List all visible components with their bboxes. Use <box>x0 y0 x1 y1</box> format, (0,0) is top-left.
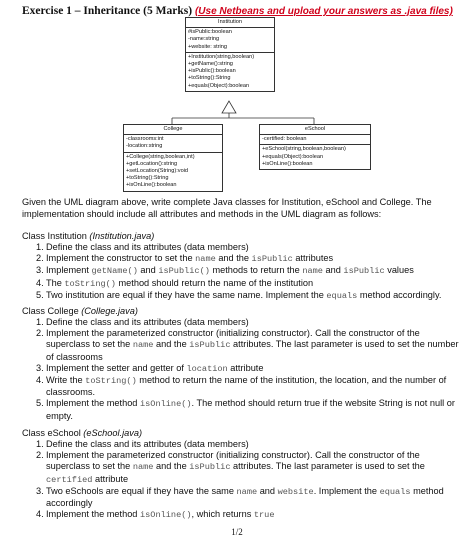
requirement-number: 3. <box>36 362 44 373</box>
requirement-number: 3. <box>36 265 44 276</box>
uml-attribute: -classrooms:int <box>126 136 164 143</box>
uml-method: +getLocation():string <box>126 160 178 167</box>
uml-method: +setLocation(String):void <box>126 168 189 175</box>
requirement-text: The <box>46 277 65 288</box>
inheritance-arrowhead <box>222 101 236 113</box>
requirement-text: Implement <box>46 265 92 276</box>
code-identifier: name <box>132 462 154 473</box>
uml-method: +isPublic():boolean <box>188 68 236 75</box>
requirement-text: and the <box>153 339 190 350</box>
requirement-text: Implement the parameterized constructor (initializing constructor). Call the constructor of the superclass to set the <box>46 450 420 472</box>
uml-attributes <box>260 135 370 145</box>
code-identifier: isPublic <box>251 254 293 265</box>
requirement-text: , which returns <box>191 509 254 520</box>
requirement-text: Implement the method <box>46 398 140 409</box>
section-title-college <box>22 306 138 318</box>
uml-class-institution <box>185 17 275 92</box>
requirement-item <box>22 486 462 509</box>
code-identifier: name <box>236 486 258 497</box>
requirement-item <box>22 328 462 363</box>
requirement-text: attributes. The last parameter is used to set the <box>230 461 425 472</box>
uml-methods <box>124 153 222 191</box>
requirement-text: . Implement the <box>313 485 380 496</box>
section-class-name: eSchool <box>47 428 81 438</box>
section-file-name: (eSchool.java) <box>80 428 143 438</box>
code-identifier: equals <box>326 290 358 301</box>
requirement-text: values <box>384 265 414 276</box>
uml-methods <box>186 53 274 91</box>
requirement-text: and the <box>153 461 190 472</box>
uml-method: +isOnLine():boolean <box>126 182 177 189</box>
exercise-upload-note: (Use Netbeans and upload your answers as .java files) <box>194 6 453 17</box>
requirement-number: 1. <box>36 439 44 449</box>
requirement-number: 5. <box>36 289 44 300</box>
requirement-text: method accordingly. <box>357 289 442 300</box>
section-class-name: College <box>47 306 79 316</box>
section-title-institution <box>22 231 154 243</box>
code-identifier: true <box>253 510 275 521</box>
requirement-text: attribute <box>227 362 264 373</box>
section-class-name: Institution <box>47 231 87 241</box>
uml-method: +toString():String <box>188 75 231 82</box>
code-identifier: name <box>132 340 154 351</box>
requirement-number: 1. <box>36 317 44 327</box>
uml-method: +equals(Object):boolean <box>262 153 324 160</box>
requirement-number: 2. <box>36 253 44 264</box>
section-title-eschool <box>22 428 142 440</box>
requirement-text: and the <box>215 253 252 264</box>
section-title-prefix: Class <box>22 428 48 438</box>
section-file-name: (Institution.java) <box>86 231 155 241</box>
uml-attribute: -location:string <box>126 143 163 150</box>
code-identifier: isPublic <box>189 340 231 351</box>
requirement-item <box>22 363 462 375</box>
code-identifier: toString() <box>64 278 116 289</box>
section-title-prefix: Class <box>22 306 48 316</box>
requirement-number: 1. <box>36 242 44 252</box>
exercise-title: Exercise 1 – Inheritance (5 Marks) <box>22 5 193 17</box>
code-identifier: name <box>195 254 216 265</box>
requirement-text: Implement the setter and getter of <box>46 362 187 373</box>
requirement-number: 4. <box>36 375 44 386</box>
requirement-item <box>22 398 462 421</box>
requirement-text: attributes <box>292 253 334 264</box>
requirements-list-institution <box>22 242 462 302</box>
requirement-text: methods to return the <box>209 265 303 276</box>
requirement-number: 2. <box>36 328 44 339</box>
section-file-name: (College.java) <box>78 306 138 316</box>
requirement-number: 3. <box>36 485 44 496</box>
uml-method: +eSchool(string,boolean,boolean) <box>262 146 346 153</box>
requirement-text: and <box>137 265 159 276</box>
uml-attribute: -name:string <box>188 36 220 43</box>
uml-class-college <box>123 124 223 192</box>
requirement-item <box>22 253 462 265</box>
requirement-text: Define the class and its attributes (data members) <box>46 439 249 449</box>
uml-class-name: College <box>124 125 222 135</box>
code-identifier: equals <box>379 486 411 497</box>
requirement-text: Two eSchools are equal if they have the same <box>46 485 237 496</box>
uml-method: +Institution(string,boolean) <box>188 53 255 60</box>
uml-method: +toString():String <box>126 175 169 182</box>
uml-method: +isOnLine():boolean <box>262 160 313 167</box>
uml-methods <box>260 145 370 169</box>
uml-method: +getName():string <box>188 61 233 68</box>
code-identifier: isPublic <box>189 462 231 473</box>
requirement-item <box>22 290 462 302</box>
uml-attributes <box>186 28 274 53</box>
code-identifier: isOnline() <box>139 399 192 410</box>
uml-method: +equals(Object):boolean <box>188 82 250 89</box>
code-identifier: certified <box>46 474 93 485</box>
requirement-item <box>22 509 462 521</box>
uml-class-name: Institution <box>186 18 274 28</box>
requirement-item <box>22 242 462 253</box>
requirement-text: and <box>322 265 344 276</box>
uml-class-eschool <box>259 124 371 170</box>
requirement-item <box>22 265 462 277</box>
requirement-item <box>22 439 462 450</box>
uml-method: +College(string,boolean,int) <box>126 153 195 160</box>
requirement-text: attributes. The last parameter is used to set the number of classrooms <box>46 339 459 362</box>
requirement-number: 4. <box>36 509 44 520</box>
requirement-number: 4. <box>36 277 44 288</box>
uml-attribute: -certified: boolean <box>262 136 307 143</box>
code-identifier: isOnline() <box>139 510 192 521</box>
requirements-list-eschool <box>22 439 462 521</box>
requirement-text: method should return the name of the institution <box>115 277 314 288</box>
requirement-text: attribute <box>92 473 129 484</box>
requirement-item <box>22 375 462 398</box>
code-identifier: website <box>277 486 314 497</box>
uml-attributes <box>124 135 222 152</box>
section-title-prefix: Class <box>22 231 48 241</box>
code-identifier: isPublic <box>343 266 385 277</box>
page-number: 1/2 <box>231 527 243 537</box>
requirement-text: Implement the parameterized constructor (initializing constructor). Call the constructor of the superclass to set the <box>46 328 420 350</box>
requirement-number: 5. <box>36 398 44 409</box>
uml-attribute: #isPublic:boolean <box>188 29 232 36</box>
code-identifier: name <box>302 266 323 277</box>
requirement-text: Implement the constructor to set the <box>46 253 196 264</box>
uml-class-name: eSchool <box>260 125 370 135</box>
requirement-item <box>22 278 462 290</box>
code-identifier: getName() <box>91 266 138 277</box>
requirement-item <box>22 450 462 486</box>
uml-attribute: +website: string <box>188 43 228 50</box>
code-identifier: location <box>186 363 228 374</box>
requirement-text: method to return the name of the institution, the location, and the number of classrooms. <box>46 375 447 398</box>
requirement-text: Define the class and its attributes (data members) <box>46 317 249 327</box>
code-identifier: isPublic() <box>158 266 210 277</box>
requirement-text: Two institution are equal if they have the same name. Implement the <box>46 289 327 300</box>
requirement-text: Define the class and its attributes (data members) <box>46 242 249 252</box>
requirement-text: method accordingly <box>46 485 444 509</box>
requirement-text: Write the <box>46 375 86 386</box>
requirement-item <box>22 317 462 328</box>
requirement-number: 2. <box>36 450 44 461</box>
requirement-text: and <box>257 485 278 496</box>
intro-paragraph: Given the UML diagram above, write complete Java classes for Institution, eSchool and College. The implementation should include all attributes and methods in the UML diagram as follows: <box>22 197 432 219</box>
requirement-text: . The method should return true if the website String is not null or empty. <box>46 398 455 421</box>
requirement-text: Implement the method <box>46 509 140 520</box>
requirements-list-college <box>22 317 462 422</box>
code-identifier: toString() <box>85 376 137 387</box>
